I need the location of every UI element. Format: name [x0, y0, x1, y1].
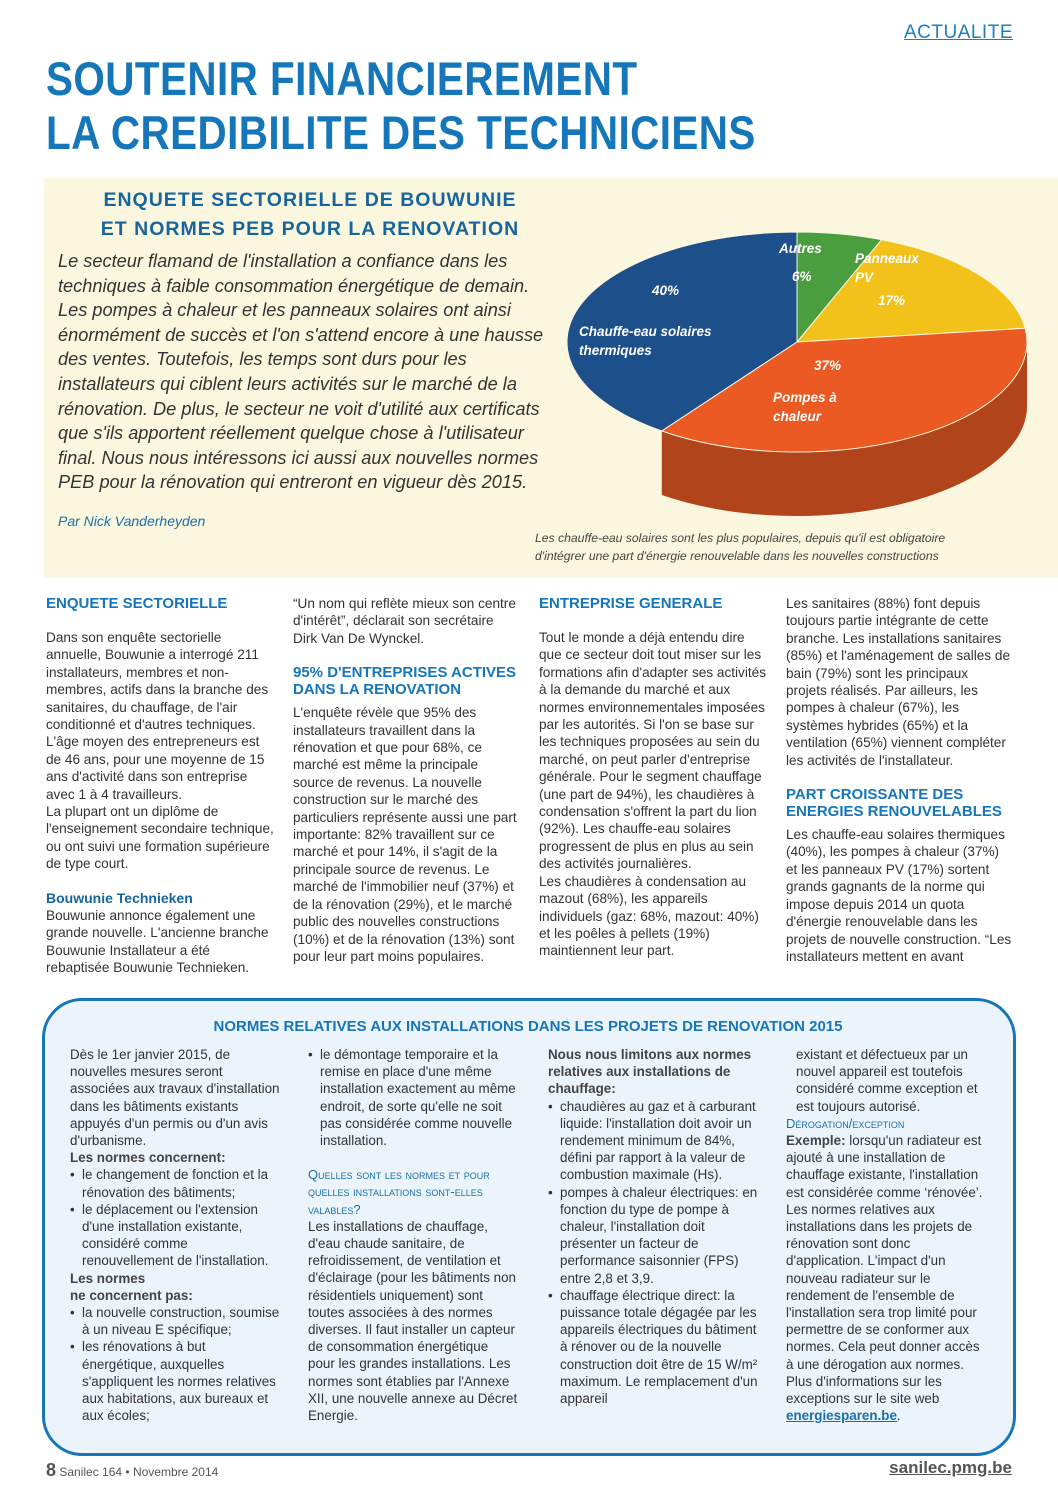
- paragraph: La plupart ont un diplôme de l'enseignement secondaire technique, ou ont suivi une formation supérieure de type court.: [46, 804, 274, 872]
- regulations-heading: NORMES RELATIVES AUX INSTALLATIONS DANS LES PROJETS DE RENOVATION 2015: [213, 1018, 843, 1035]
- subheading: Bouwunie Technieken: [46, 889, 193, 906]
- list-item: • chaudières au gaz et à carburant liquide: l'installation doit avoir un rendement minimum de 84%, défini par rapport à la valeur de combustion maximale (Hs).: [548, 1098, 758, 1184]
- list-item: • le déplacement ou l'extension d'une installation existante, considéré comme renouvellement de l'installation.: [70, 1201, 282, 1270]
- title-line-1: SOUTENIR FINANCIEREMENT: [46, 52, 638, 105]
- article-column-1: [46, 595, 274, 976]
- bold-label: Nous nous limitons aux normes relatives aux installations de chauffage:: [548, 1047, 752, 1097]
- small-caps-heading: Dérogation/exception: [786, 1115, 905, 1131]
- paragraph: Les installations de chauffage, d'eau chaude sanitaire, de refroidissement, de ventilation et d'éclairage (pour les bâtiments non résidentiels uniquement) sont toutes associées à des normes diverses. Il faut installer un capteur de consommation énergétique pour les grandes installations. Les normes sont établies par l'Annexe XII, une nouvelle annexe au Décret Energie.: [308, 1218, 518, 1424]
- bold-label: Exemple:: [786, 1133, 846, 1149]
- site-url[interactable]: sanilec.pmg.be: [889, 1458, 1012, 1477]
- paragraph: Tout le monde a déjà entendu dire que ce secteur doit tout miser sur les formations afin d'adapter ses activités à la demande du marché et aux normes environnementales imposées par les autorités. Si l'on se base sur les techniques proposées au sein du marché, on peut parler d'entreprise générale. Pour le segment chauffage (une part de 94%), les chaudières à condensation s'offrent la part du lion (92%). Les chauffe-eau solaires progressent de plus en plus au sein des activités journalières.: [539, 630, 767, 872]
- article-column-4: [786, 595, 1012, 965]
- paragraph: Dans son enquête sectorielle annuelle, Bouwunie a interrogé 211 installateurs, membres et non-membres, actifs dans la branche des sanitaires, du chauffage, de l'air conditionné et d'autres techniques. L'âge moyen des entrepreneurs est de 46 ans, pour une moyenne de 15 ans d'activité dans son entreprise avec 1 à 4 travailleurs.: [46, 630, 269, 802]
- bold-label: Les normes: [70, 1270, 146, 1286]
- article-title: [46, 52, 756, 160]
- page-folio: [46, 1460, 218, 1481]
- bullet-list: [70, 1166, 282, 1269]
- list-item: • le changement de fonction et la rénovation des bâtiments;: [70, 1166, 282, 1200]
- issue-info: Sanilec 164 • Novembre 2014: [59, 1465, 219, 1479]
- pie-label-other: Autres: [779, 241, 822, 256]
- section-heading: 95% D'ENTREPRISES ACTIVES DANS LA RENOVATION: [293, 664, 517, 699]
- pie-value-pv: 17%: [878, 293, 906, 308]
- box-column-3: [548, 1046, 758, 1407]
- pie-chart: [562, 224, 1032, 524]
- bullet-list: [308, 1046, 518, 1149]
- bold-label: Les normes concernent:: [70, 1150, 226, 1166]
- pie-label-hp-line-1: Pompes à: [773, 390, 837, 405]
- list-item: • la nouvelle construction, soumise à un niveau E spécifique;: [70, 1304, 282, 1338]
- small-caps-heading: Quelles sont les normes et pour quelles installations sont-elles valables?: [308, 1167, 490, 1217]
- intro-heading-line-1: ENQUETE SECTORIELLE DE BOUWUNIE: [103, 189, 517, 211]
- paragraph: Bouwunie annonce également une grande nouvelle. L'ancienne branche Bouwunie Installateur a été rebaptisée Bouwunie Technieken.: [46, 907, 269, 975]
- pie-label-pv: [855, 249, 919, 287]
- list-item: • chauffage électrique direct: la puissance totale dégagée par les appareils électriques du bâtiment à rénover ou de la nouvelle construction doit être de 15 W/m² maximum. Le remplacement d'un appareil: [548, 1287, 758, 1407]
- byline: Par Nick Vanderheyden: [58, 513, 206, 529]
- bold-label: ne concernent pas:: [70, 1287, 193, 1303]
- section-label: ACTUALITE: [903, 22, 1013, 43]
- chart-caption: [535, 529, 1015, 565]
- paragraph: “Un nom qui reflète mieux son centre d'intérêt”, déclarait son secrétaire Dirk Van De Wynckel.: [293, 596, 516, 646]
- pie-label-solar-line-2: thermiques: [579, 343, 652, 358]
- article-column-2: [293, 595, 521, 965]
- pie-value-other: 6%: [792, 269, 812, 284]
- punctuation: .: [896, 1408, 901, 1424]
- pie-label-pv-line-2: PV: [855, 270, 874, 285]
- intro-heading-line-2: ET NORMES PEB POUR LA RENOVATION: [100, 218, 520, 240]
- section-heading: PART CROISSANTE DES ENERGIES RENOUVELABLES: [786, 786, 1002, 821]
- caption-line-2: d'intégrer une part d'énergie renouvelable dans les nouvelles constructions: [535, 549, 939, 563]
- paragraph: [786, 1132, 986, 1424]
- caption-line-1: Les chauffe-eau solaires sont les plus populaires, depuis qu'il est obligatoire: [535, 531, 946, 545]
- page-number: 8: [46, 1460, 57, 1480]
- pie-label-solar: [579, 322, 712, 360]
- paragraph: Les sanitaires (88%) font depuis toujours partie intégrante de cette branche. Les installations sanitaires (85%) et l'aménagement de salles de bain (79%) sont les principaux projets réalisés. Par ailleurs, les pompes à chaleur (67%), les systèmes hybrides (65%) et la ventilation (65%) viennent compléter les activités de l'installateur.: [786, 596, 1010, 768]
- bullet-list: [70, 1304, 282, 1424]
- website-link[interactable]: energiesparen.be: [786, 1408, 897, 1424]
- paragraph: Dès le 1er janvier 2015, de nouvelles mesures seront associées aux travaux d'installation dans les bâtiments existants appuyés d'un permis ou d'un avis d'urbanisme.: [70, 1047, 280, 1149]
- list-item: • pompes à chaleur électriques: en fonction du type de pompe à chaleur, l'installation doit présenter un facteur de performance saisonnier (FPS) entre 2,8 et 3,9.: [548, 1184, 758, 1287]
- pie-value-solar: 40%: [652, 283, 680, 298]
- list-item: • les rénovations à but énergétique, auxquelles s'appliquent les normes relatives aux habitations, aux bureaux et aux écoles;: [70, 1338, 282, 1424]
- pie-value-hp: 37%: [814, 358, 842, 373]
- box-column-1: [70, 1046, 282, 1424]
- paragraph-text: lorsqu'un radiateur est ajouté à une installation de chauffage existante, l'installation est considérée comme ‘rénovée’. Les normes relatives aux installations dans les projets de rénovation sont donc d'application. L'impact d'un nouveau radiateur sur le rendement de l'ensemble de l'installation sera trop limité pour permettre de se conformer aux normes. Cela peut donner accès à une dérogation aux normes. Plus d'informations sur les exceptions sur le site web: [786, 1133, 983, 1407]
- pie-label-solar-line-1: Chauffe-eau solaires: [579, 324, 712, 339]
- title-line-2: LA CREDIBILITE DES TECHNICIENS: [46, 106, 756, 159]
- box-column-4: [786, 1046, 986, 1424]
- paragraph: L'enquête révèle que 95% des installateurs travaillent dans la rénovation et que pour 68%, ce marché est même la principale source de revenus. La nouvelle construction sur le marché des particuliers représente aussi une part importante: 82% travaillent sur ce marché et pour 14%, il s'agit de la principale source de revenus. Le marché de l'immobilier neuf (37%) et de la rénovation (29%), et le marché public des nouvelles constructions (10%) et de la rénovation (13%) sont pour leur part moins populaires.: [293, 705, 517, 964]
- section-heading: ENQUETE SECTORIELLE: [46, 595, 228, 612]
- bullet-list: [548, 1098, 758, 1408]
- lead-paragraph: Le secteur flamand de l'installation a confiance dans les techniques à faible consommation énergétique de demain. Les pompes à chaleur et les panneaux solaires ont ainsi énormément de succès et l'on s'attend encore à une hausse des ventes. Toutefois, les temps sont durs pour les installateurs qui ciblent leurs activités sur le marché de la rénovation. De plus, le secteur ne voit d'utilité aux certificats que s'ils apportent réellement quelque chose à l'utilisateur final. Nous nous intéressons ici aussi aux nouvelles normes PEB pour la rénovation qui entreront en vigueur dès 2015.: [58, 251, 544, 493]
- list-item: • le démontage temporaire et la remise en place d'une même installation exactement au même endroit, de sorte qu'elle ne soit pas considérée comme nouvelle installation.: [308, 1046, 518, 1149]
- paragraph: Les chaudières à condensation au mazout (68%), les appareils individuels (gaz: 68%, mazout: 40%) et les poêles à pellets (19%) maintiennent leur part.: [539, 873, 759, 959]
- pie-label-hp-line-2: chaleur: [773, 409, 822, 424]
- pie-label-hp: [773, 388, 837, 426]
- section-heading: ENTREPRISE GENERALE: [539, 595, 723, 612]
- intro-heading: [60, 186, 560, 244]
- article-column-3: [539, 595, 767, 960]
- box-column-2: [308, 1046, 518, 1424]
- pie-label-pv-line-1: Panneaux: [855, 251, 919, 266]
- paragraph: Les chauffe-eau solaires thermiques (40%), les pompes à chaleur (37%) et les panneaux PV (17%) sortent grands gagnants de la norme qui impose depuis 2014 un quota d'énergie renouvelable dans les projets de nouvelle construction. “Les installateurs mettent en avant: [786, 827, 1012, 964]
- paragraph: existant et défectueux par un nouvel appareil est toutefois considéré comme exception et est toujours autorisé.: [796, 1047, 978, 1114]
